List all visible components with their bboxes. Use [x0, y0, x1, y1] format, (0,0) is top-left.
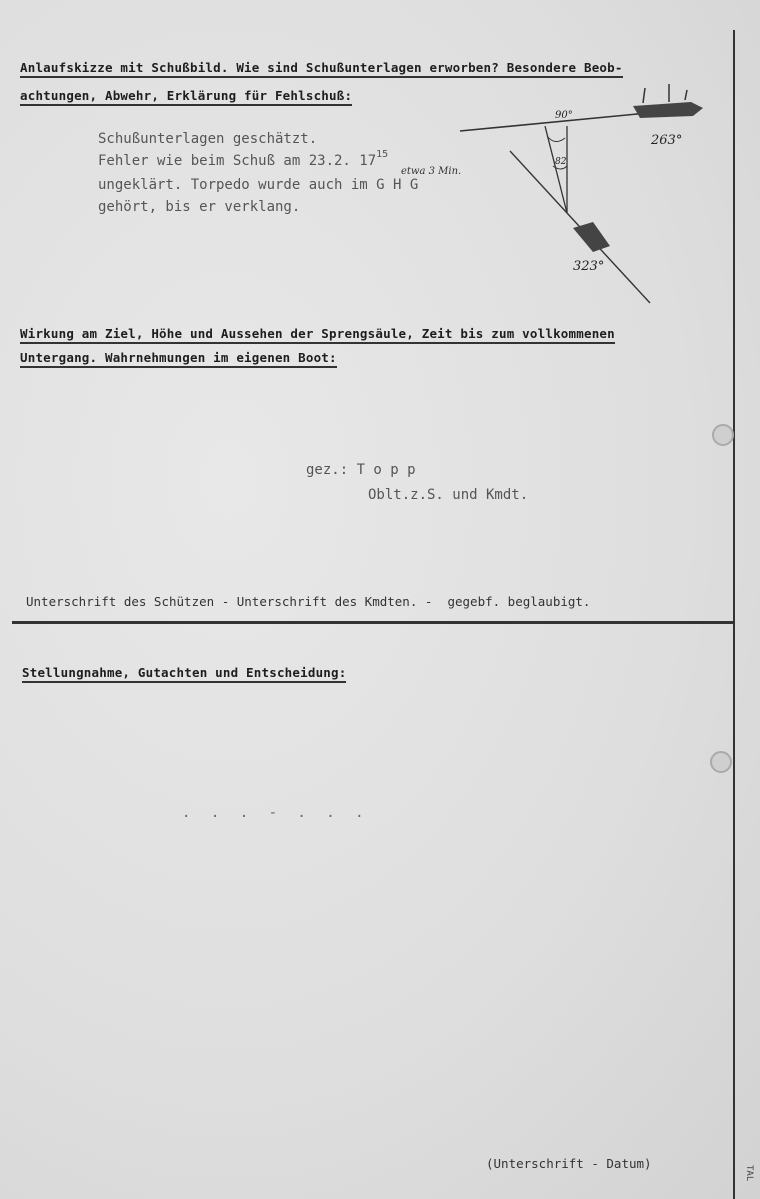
side-mark: TAL: [744, 1165, 754, 1182]
sketch-label-top: 90°: [555, 110, 573, 121]
section3-heading: Stellungnahme, Gutachten und Entscheidung:: [22, 665, 346, 680]
hand-note: etwa 3 Min.: [401, 166, 462, 177]
text-line3: [98, 174, 418, 196]
horizontal-rule: [12, 621, 735, 624]
sketch-label-ship1: 263°: [651, 133, 683, 148]
sketch-label-angle: 82: [555, 157, 567, 167]
sig-part1: Unterschrift des Schützen: [26, 594, 215, 609]
section1-heading-line2: achtungen, Abwehr, Erklärung für Fehlschuß:: [20, 88, 352, 103]
signer-rank: Oblt.z.S. und Kmdt.: [368, 487, 529, 503]
text-line2: [98, 150, 418, 174]
signed-name: gez.: T o p p: [306, 462, 416, 478]
footer-signature-date: (Unterschrift - Datum): [486, 1156, 652, 1171]
section1-heading-line1: Anlaufskizze mit Schußbild. Wie sind Schußunterlagen erworben? Besondere Beob-: [20, 60, 623, 75]
section2-heading-line2: Untergang. Wahrnehmungen im eigenen Boot:: [20, 350, 337, 365]
text-line4: gehört, bis er verklang.: [98, 199, 301, 215]
section1-text: [98, 128, 418, 218]
text-line2-sup: 15: [376, 149, 389, 160]
sketch-label-ship2: 323°: [573, 259, 605, 274]
punch-hole-upper: [712, 424, 734, 446]
vertical-rule: [733, 30, 735, 1199]
sig-part2: - Unterschrift des Kmdten. -: [221, 594, 433, 609]
sig-part3: gegebf. beglaubigt.: [447, 594, 591, 609]
attack-sketch: [455, 78, 715, 308]
section2-heading-line1: Wirkung am Ziel, Höhe und Aussehen der Sprengsäule, Zeit bis zum vollkommenen: [20, 326, 615, 341]
text-line1: Schußunterlagen geschätzt.: [98, 131, 318, 147]
signature-line: [26, 594, 590, 609]
placeholder-dots: . . . - . . .: [182, 805, 370, 821]
text-line3-end: im G H G: [350, 177, 419, 193]
target-ship-icon: [573, 222, 610, 252]
text-line2-main: Fehler wie beim Schuß am 23.2. 17: [98, 153, 377, 169]
punch-hole-lower: [710, 751, 732, 773]
own-boat-icon: [633, 102, 703, 118]
text-line3-main: ungeklärt. Torpedo wurde auch: [98, 177, 343, 193]
